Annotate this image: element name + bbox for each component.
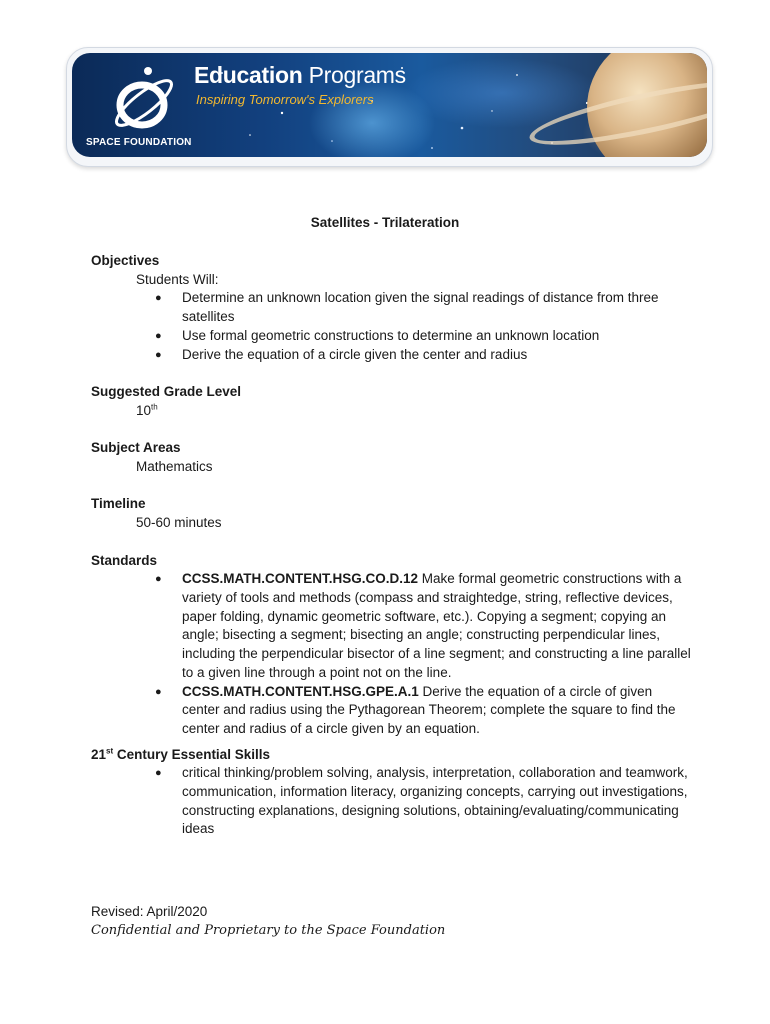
skills-list <box>91 764 691 839</box>
list-item: ● Derive the equation of a circle given the center and radius <box>182 346 691 365</box>
list-item: ● CCSS.MATH.CONTENT.HSG.GPE.A.1 Derive the equation of a circle of given center and radius using the Pythagorean Theorem; complete the square to find the center and radius of a circle given by an equation. <box>182 683 691 739</box>
banner-subtitle: Inspiring Tomorrow's Explorers <box>196 92 374 107</box>
standards-heading: Standards <box>91 552 158 568</box>
organization-name: SPACE FOUNDATION <box>86 137 192 148</box>
standard-code: CCSS.MATH.CONTENT.HSG.CO.D.12 <box>182 571 419 587</box>
grade-level-heading: Suggested Grade Level <box>91 384 242 400</box>
skills-heading: 21st Century Essential Skills <box>91 746 270 762</box>
list-item: ● CCSS.MATH.CONTENT.HSG.CO.D.12 Make formal geometric constructions with a variety of tools and methods (compass and straightedge, string, reflective devices, paper folding, dynamic geometric software, etc.). Copying a segment; copying an angle; bisecting a segment; bisecting an angle; constructing perpendicular lines, including the perpendicular bisector of a line segment; and constructing a line parallel to a given line through a point not on the line. <box>182 570 691 682</box>
banner-space-image <box>72 53 707 157</box>
header-banner <box>66 47 713 167</box>
subject-areas-heading: Subject Areas <box>91 440 181 456</box>
banner-title: Education Programs <box>194 62 406 88</box>
timeline-value: 50-60 minutes <box>136 515 222 531</box>
space-foundation-logo <box>108 65 188 135</box>
revised-date: Revised: April/2020 <box>91 904 208 919</box>
grade-level-value: 10th <box>136 402 158 418</box>
confidential-notice: Confidential and Proprietary to the Space Foundation <box>91 923 446 938</box>
objectives-intro: Students Will: <box>136 271 219 287</box>
list-item: ● critical thinking/problem solving, analysis, interpretation, collaboration and teamwork, communication, information literacy, organizing concepts, carrying out investigations, constructing explanations, designing solutions, obtaining/evaluating/communicating ideas <box>182 764 691 839</box>
standard-code: CCSS.MATH.CONTENT.HSG.GPE.A.1 <box>182 683 419 699</box>
standards-list <box>91 570 691 738</box>
document-title: Satellites - Trilateration <box>310 215 460 230</box>
list-item: ● Determine an unknown location given the signal readings of distance from three satellites <box>182 289 691 326</box>
objectives-list <box>91 289 691 364</box>
document-body <box>91 252 691 839</box>
objectives-heading: Objectives <box>91 253 160 268</box>
document-footer <box>91 902 445 940</box>
list-item: ● Use formal geometric constructions to determine an unknown location <box>182 327 691 346</box>
timeline-heading: Timeline <box>91 496 146 512</box>
subject-areas-value: Mathematics <box>136 458 213 474</box>
